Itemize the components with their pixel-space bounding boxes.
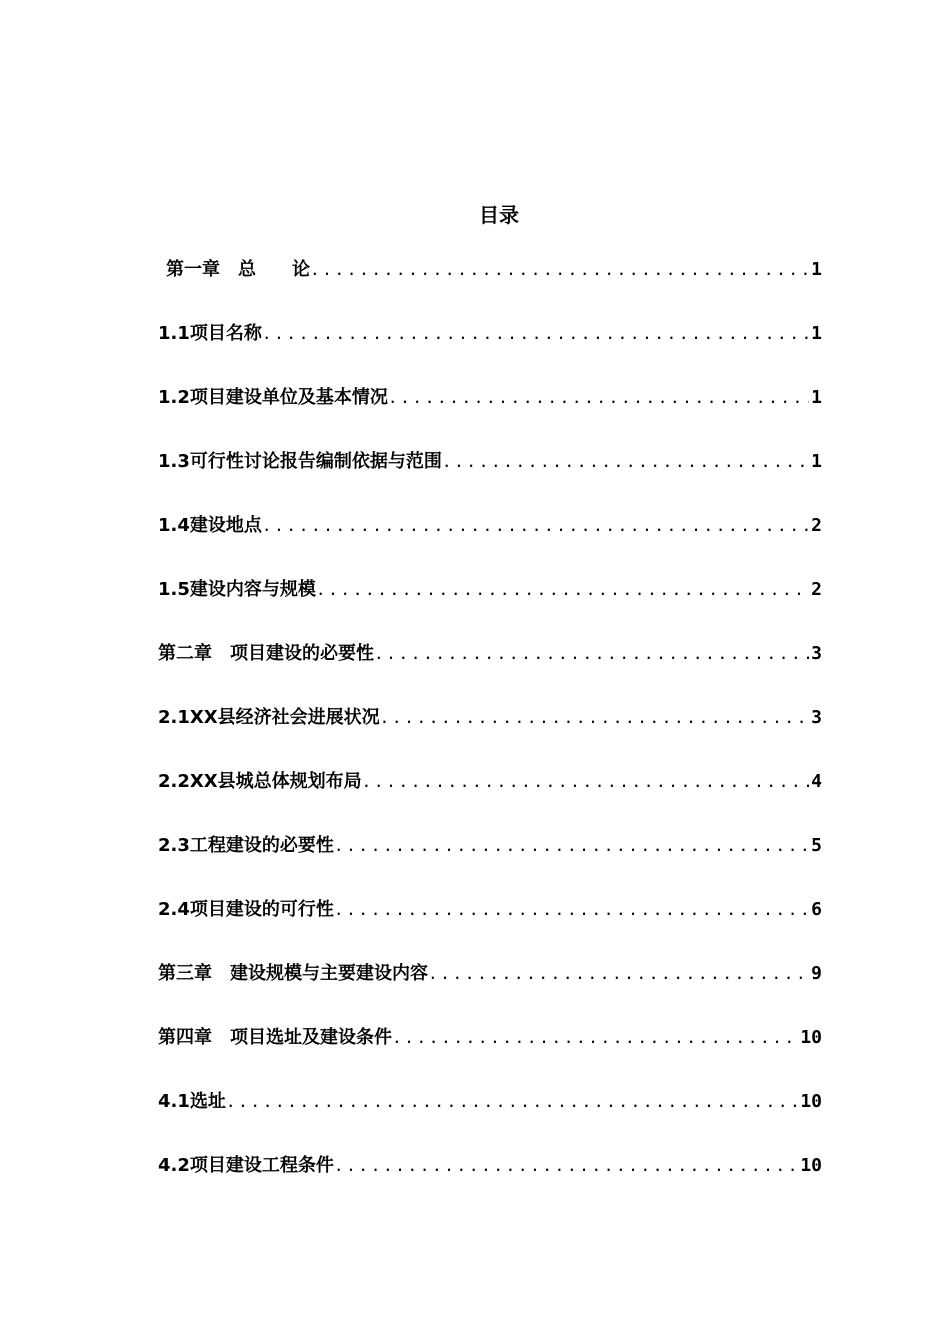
toc-entry-chapter-1[interactable]: [158, 254, 822, 318]
dot-leader: [442, 446, 809, 478]
toc-entry-2-2[interactable]: [158, 766, 822, 830]
toc-entry-page-number: 2: [811, 579, 822, 600]
toc-entry-label: 第一章 总 论: [166, 259, 310, 280]
dot-leader: [316, 574, 809, 606]
toc-entry-2-3[interactable]: [158, 830, 822, 894]
dot-leader: [262, 510, 809, 542]
toc-title: 目录: [479, 203, 519, 227]
toc-entry-chapter-2[interactable]: [158, 638, 822, 702]
toc-entry-label: 2.4项目建设的可行性: [158, 899, 334, 920]
dot-leader: [428, 958, 809, 990]
toc-entry-label: 1.1项目名称: [158, 323, 262, 344]
toc-entry-page-number: 10: [800, 1091, 822, 1112]
dot-leader: [380, 702, 810, 734]
toc-entry-chapter-3[interactable]: [158, 958, 822, 1022]
toc-entry-label: 第四章 项目选址及建设条件: [158, 1027, 392, 1048]
toc-entry-label: 2.2XX县城总体规划布局: [158, 771, 362, 792]
dot-leader: [310, 254, 809, 286]
toc-entry-1-4[interactable]: [158, 510, 822, 574]
toc-entry-page-number: 1: [811, 259, 822, 280]
toc-entry-2-1[interactable]: [158, 702, 822, 766]
toc-entry-label: 第二章 项目建设的必要性: [158, 643, 374, 664]
toc-entry-2-4[interactable]: [158, 894, 822, 958]
toc-entry-page-number: 3: [811, 643, 822, 664]
dot-leader: [388, 382, 809, 414]
toc-entry-page-number: 4: [811, 771, 822, 792]
toc-entry-page-number: 2: [811, 515, 822, 536]
toc-entry-page-number: 10: [800, 1027, 822, 1048]
toc-entry-4-2[interactable]: [158, 1150, 822, 1214]
toc-entry-page-number: 5: [811, 835, 822, 856]
dot-leader: [262, 318, 809, 350]
toc-entry-1-3[interactable]: [158, 446, 822, 510]
toc-entry-label: 4.2项目建设工程条件: [158, 1155, 334, 1176]
toc-entry-chapter-4[interactable]: [158, 1022, 822, 1086]
table-of-contents: [158, 254, 822, 1214]
toc-entry-page-number: 1: [811, 451, 822, 472]
dot-leader: [362, 766, 810, 798]
toc-entry-label: 1.3可行性讨论报告编制依据与范围: [158, 451, 442, 472]
dot-leader: [374, 638, 809, 670]
toc-entry-page-number: 1: [811, 323, 822, 344]
toc-entry-label: 1.5建设内容与规模: [158, 579, 316, 600]
toc-entry-label: 2.3工程建设的必要性: [158, 835, 334, 856]
toc-entry-label: 1.4建设地点: [158, 515, 262, 536]
dot-leader: [392, 1022, 798, 1054]
dot-leader: [334, 894, 809, 926]
toc-entry-page-number: 10: [800, 1155, 822, 1176]
toc-entry-1-5[interactable]: [158, 574, 822, 638]
toc-entry-page-number: 1: [811, 387, 822, 408]
dot-leader: [334, 830, 809, 862]
toc-entry-label: 2.1XX县经济社会进展状况: [158, 707, 380, 728]
toc-entry-1-1[interactable]: [158, 318, 822, 382]
toc-entry-page-number: 6: [811, 899, 822, 920]
toc-entry-1-2[interactable]: [158, 382, 822, 446]
toc-entry-label: 4.1选址: [158, 1091, 226, 1112]
toc-entry-4-1[interactable]: [158, 1086, 822, 1150]
toc-entry-page-number: 9: [811, 963, 822, 984]
toc-entry-page-number: 3: [811, 707, 822, 728]
dot-leader: [226, 1086, 798, 1118]
dot-leader: [334, 1150, 798, 1182]
toc-entry-label: 第三章 建设规模与主要建设内容: [158, 963, 428, 984]
toc-entry-label: 1.2项目建设单位及基本情况: [158, 387, 388, 408]
